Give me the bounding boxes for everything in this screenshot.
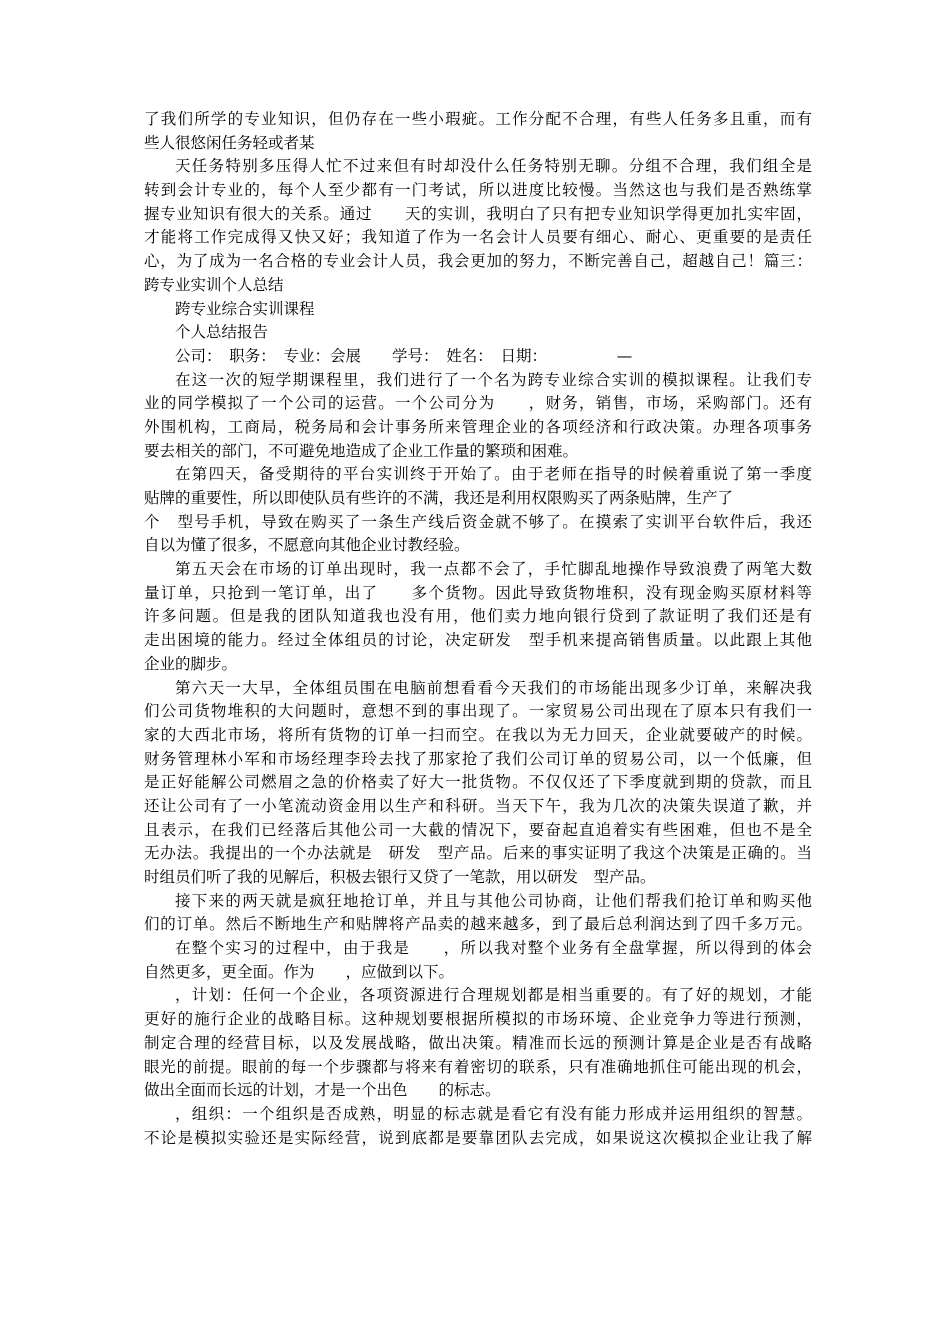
text-line: 制定合理的经营目标，以及发展战略，做出决策。精准而长远的预测计算是企业是否有战略: [144, 1033, 812, 1052]
text-line: 些人很悠闲任务轻或者某: [144, 133, 315, 152]
text-line: 才能将工作完成得又快又好；我知道了作为一名会计人员要有细心、耐心、更重要的是责任: [144, 228, 812, 247]
text-line: 接下来的两天就是疯狂地抢订单，并且与其他公司协商，让他们帮我们抢订单和购买他: [175, 891, 812, 910]
text-line: 还让公司有了一小笔流动资金用以生产和科研。当天下午，我为几次的决策失误道了歉，并: [144, 796, 812, 815]
text-line: 第六天一大早，全体组员围在电脑前想看看今天我们的市场能出现多少订单，来解决我: [175, 678, 812, 697]
text-line: 们的订单。然后不断地生产和贴牌将产品卖的越来越多，到了最后总利润达到了四千多万元。: [144, 915, 812, 934]
text-line: 业的同学模拟了一个公司的运营。一个公司分为 ，财务，销售，市场，采购部门。还有: [144, 394, 812, 413]
text-line: 跨专业综合实训课程: [175, 299, 315, 318]
text-line: 在第四天，备受期待的平台实训终于开始了。由于老师在指导的时候着重说了第一季度: [175, 465, 812, 484]
text-line: 量订单，只抢到一笔订单，出了 多个货物。因此导致货物堆积，没有现金购买原材料等: [144, 583, 812, 602]
text-line: 公司： 职务： 专业：会展 学号： 姓名： 日期： —: [175, 346, 633, 365]
text-line: 自以为懂了很多，不愿意向其他企业讨教经验。: [144, 536, 470, 555]
text-line: 天任务特别多压得人忙不过来但有时却没什么任务特别无聊。分组不合理，我们组全是: [175, 157, 812, 176]
text-line: 财务管理林小军和市场经理李玲去找了那家抢了我们公司订单的贸易公司，以一个低廉，但: [144, 749, 812, 768]
text-line: ，组织：一个组织是否成熟，明显的标志就是看它有没有能力形成并运用组织的智慧。: [175, 1104, 812, 1123]
text-line: ，计划：任何一个企业，各项资源进行合理规划都是相当重要的。有了好的规划，才能: [175, 986, 812, 1005]
text-line: 更好的施行企业的战略目标。这种规划要根据所模拟的市场环境、企业竞争力等进行预测，: [144, 1010, 812, 1029]
text-line: 家的大西北市场，将所有货物的订单一扫而空。在我以为无力回天，企业就要破产的时候。: [144, 725, 812, 744]
text-line: 个 型号手机，导致在购买了一条生产线后资金就不够了。在摸索了实训平台软件后，我还: [144, 512, 812, 531]
text-line: 了我们所学的专业知识，但仍存在一些小瑕疵。工作分配不合理，有些人任务多且重，而有: [144, 110, 812, 128]
text-line: 第五天会在市场的订单出现时，我一点都不会了，手忙脚乱地操作导致浪费了两笔大数: [175, 560, 812, 579]
text-line: 要去相关的部门，不可避免地造成了企业工作量的繁琐和困难。: [144, 441, 579, 460]
text-line: 个人总结报告: [175, 323, 269, 342]
text-line: 外围机构，工商局，税务局和会计事务所来管理企业的各项经济和行政决策。办理各项事务: [144, 417, 812, 436]
text-line: 跨专业实训个人总结: [144, 275, 284, 294]
text-line: 在整个实习的过程中，由于我是 ，所以我对整个业务有全盘掌握，所以得到的体会: [175, 939, 812, 958]
text-line: 且表示，在我们已经落后其他公司一大截的情况下，要奋起直追着实有些困难，但也不是全: [144, 820, 812, 839]
text-line: 眼光的前提。眼前的每一个步骤都与将来有着密切的联系，只有准确地抓住可能出现的机会，: [144, 1057, 812, 1076]
text-line: 走出困境的能力。经过全体组员的讨论，决定研发 型手机来提高销售质量。以此跟上其他: [144, 631, 812, 650]
text-line: 时组员们听了我的见解后，积极去银行又贷了一笔款，用以研发 型产品。: [144, 868, 656, 886]
text-line: 许多问题。但是我的团队知道我也没有用，他们卖力地向银行贷到了款证明了我们还是有: [144, 607, 812, 626]
text-line: 是正好能解公司燃眉之急的价格卖了好大一批货物。不仅仅还了下季度就到期的贷款，而且: [144, 773, 812, 792]
text-line: 们公司货物堆积的大问题时，意想不到的事出现了。一家贸易公司出现在了原本只有我们一: [144, 702, 812, 721]
text-line: 无办法。我提出的一个办法就是 研发 型产品。后来的事实证明了我这个决策是正确的。当: [144, 844, 812, 863]
text-line: 不论是模拟实验还是实际经营，说到底都是要靠团队去完成，如果说这次模拟企业让我了解: [144, 1128, 812, 1147]
text-line: 贴牌的重要性，所以即使队员有些许的不满，我还是利用权限购买了两条贴牌，生产了: [144, 489, 734, 507]
text-line: 自然更多，更全面。作为 ，应做到以下。: [144, 962, 455, 981]
document-page: [144, 108, 812, 1150]
text-line: 转到会计专业的，每个人至少都有一门考试，所以进度比较慢。当然这也与我们是否熟练掌: [144, 181, 812, 200]
text-line: 握专业知识有很大的关系。通过 天的实训，我明白了只有把专业知识学得更加扎实牢固，: [144, 204, 812, 223]
text-line: 在这一次的短学期课程里，我们进行了一个名为跨专业综合实训的模拟课程。让我们专: [175, 370, 812, 389]
text-line: 做出全面而长远的计划，才是一个出色 的标志。: [144, 1081, 501, 1100]
text-line: 企业的脚步。: [144, 654, 238, 673]
text-line: 心，为了成为一名合格的专业会计人员，我会更加的努力，不断完善自己，超越自己！篇三：: [144, 252, 812, 271]
